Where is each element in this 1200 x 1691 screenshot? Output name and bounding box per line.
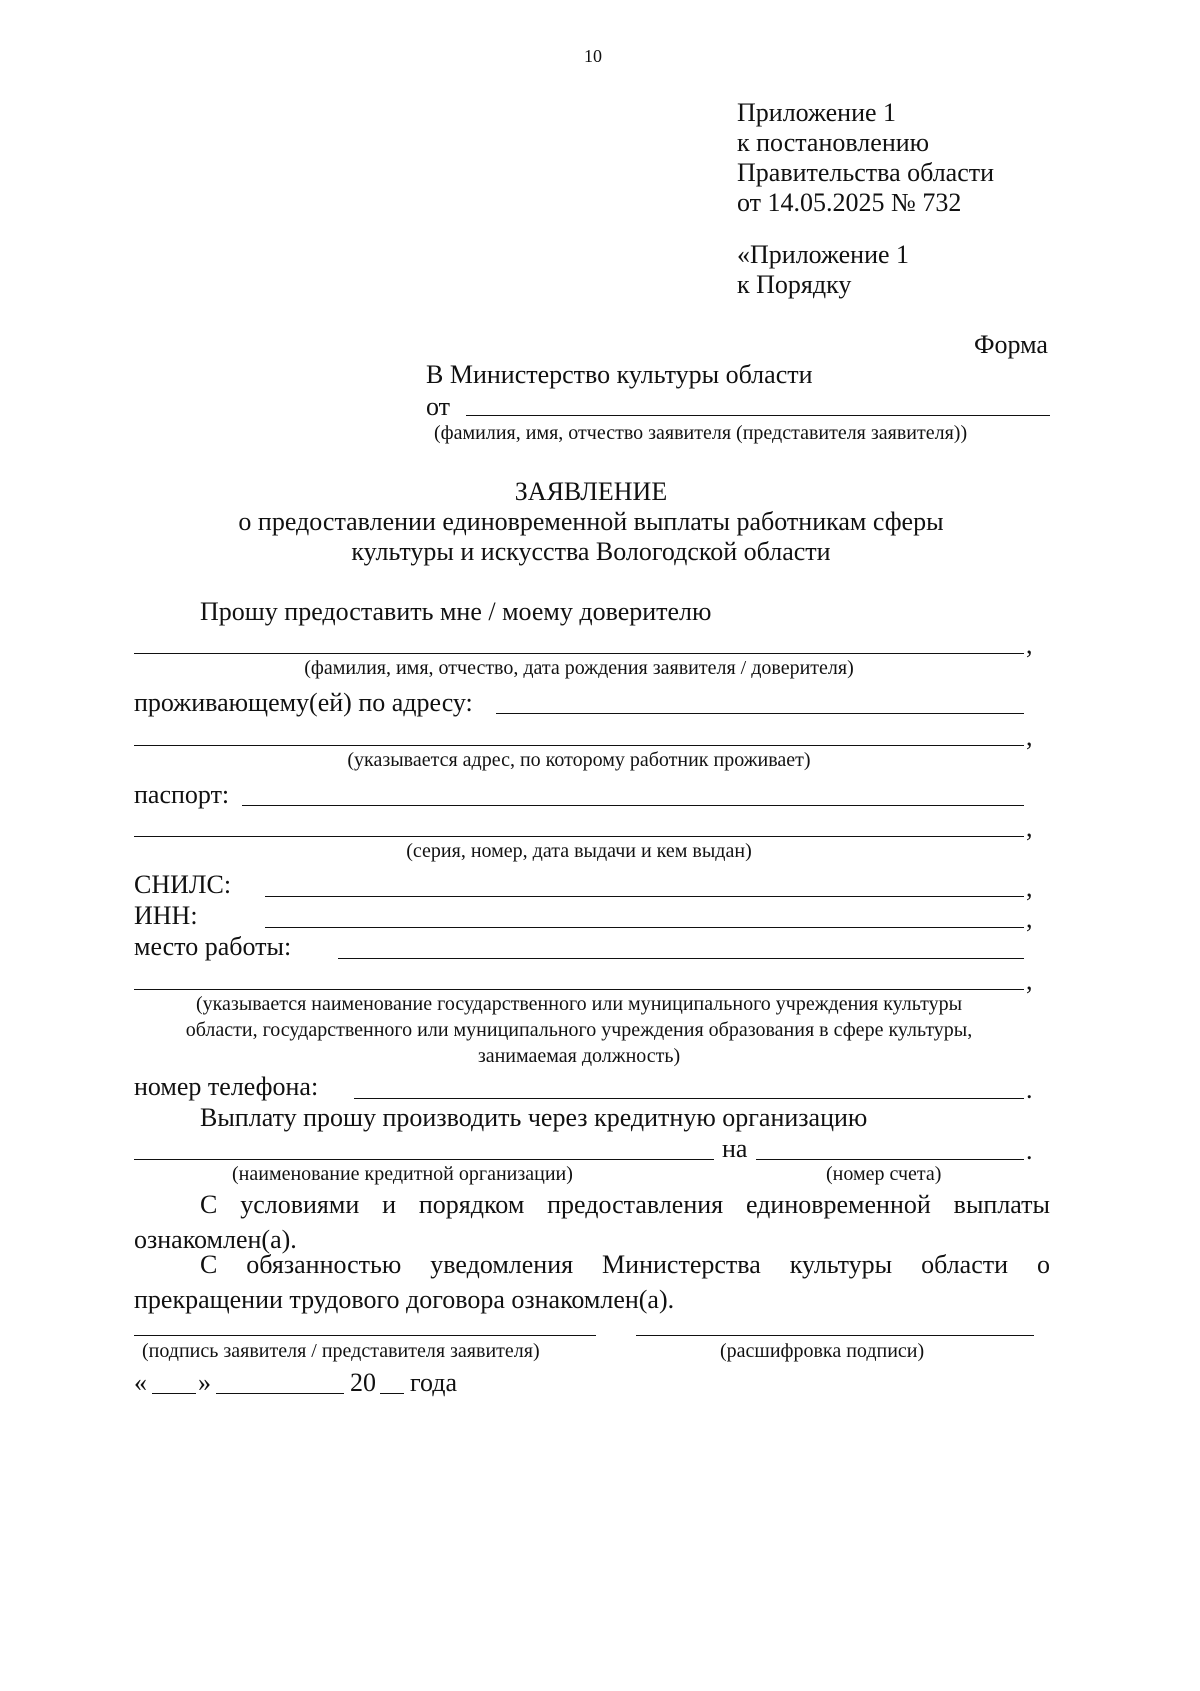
snils-line[interactable]	[265, 896, 1024, 897]
date-close-quote: »	[198, 1368, 211, 1397]
comma-1: ,	[1026, 630, 1033, 659]
work-hint-1: (указывается наименование государственного или муниципального учреждения культуры	[195, 993, 963, 1015]
document-subtitle-2: культуры и искусства Вологодской области	[351, 537, 831, 566]
account-number-line[interactable]	[756, 1159, 1024, 1160]
applicant-fullname-hint: (фамилия, имя, отчество, дата рождения заявителя / доверителя)	[304, 657, 854, 679]
comma-5: ,	[1026, 904, 1033, 933]
work-hint-3: занимаемая должность)	[477, 1045, 681, 1067]
work-hint-2: области, государственного или муниципального учреждения образования в сфере культуры,	[185, 1019, 973, 1041]
bank-name-line[interactable]	[134, 1159, 714, 1160]
work-line-2[interactable]	[134, 989, 1024, 990]
period-2: .	[1026, 1136, 1033, 1165]
form-label: Форма	[974, 330, 1048, 359]
signature-decode-line[interactable]	[636, 1335, 1034, 1336]
address-hint: (указывается адрес, по которому работник проживает)	[347, 749, 811, 771]
applicant-name-hint: (фамилия, имя, отчество заявителя (представителя заявителя))	[434, 422, 968, 444]
phone-line[interactable]	[354, 1098, 1024, 1099]
passport-label: паспорт:	[134, 780, 230, 809]
date-open-quote: «	[134, 1368, 147, 1397]
comma-6: ,	[1026, 966, 1033, 995]
signature-hint: (подпись заявителя / представителя заявителя)	[142, 1340, 540, 1362]
obligation-statement	[134, 1247, 1050, 1317]
phone-label: номер телефона:	[134, 1072, 319, 1101]
work-label: место работы:	[134, 932, 292, 961]
month-line[interactable]	[216, 1393, 344, 1394]
appendix-line-1: Приложение 1	[737, 98, 897, 127]
address-line-2[interactable]	[134, 745, 1024, 746]
on-word: на	[722, 1134, 748, 1163]
addressee-ministry: В Министерство культуры области	[426, 360, 813, 389]
request-intro: Прошу предоставить мне / моему доверителю	[200, 597, 712, 626]
passport-line-1[interactable]	[242, 805, 1024, 806]
applicant-fullname-line[interactable]	[134, 653, 1024, 654]
inn-line[interactable]	[265, 927, 1024, 928]
applicant-name-line[interactable]	[466, 415, 1050, 416]
year-line[interactable]	[380, 1393, 404, 1394]
page-number: 10	[584, 46, 602, 66]
document-subtitle-1: о предоставлении единовременной выплаты работникам сферы	[238, 507, 944, 536]
comma-2: ,	[1026, 722, 1033, 751]
payment-intro: Выплату прошу производить через кредитную организацию	[200, 1103, 868, 1132]
signature-line[interactable]	[134, 1335, 596, 1336]
document-title: ЗАЯВЛЕНИЕ	[514, 477, 668, 506]
account-number-hint: (номер счета)	[826, 1163, 942, 1185]
day-line[interactable]	[152, 1393, 196, 1394]
appendix-order-line-1: «Приложение 1	[737, 240, 910, 269]
address-label: проживающему(ей) по адресу:	[134, 688, 473, 717]
obligation-text: С обязанностью уведомления Министерства культуры области о прекращении трудового договора ознакомлен(а).	[134, 1250, 1050, 1314]
work-line-1[interactable]	[338, 958, 1024, 959]
addressee-from-label: от	[426, 392, 451, 421]
signature-decode-hint: (расшифровка подписи)	[720, 1340, 925, 1362]
address-line-1[interactable]	[496, 713, 1024, 714]
appendix-line-2: к постановлению	[737, 128, 930, 157]
inn-label: ИНН:	[134, 901, 198, 930]
passport-line-2[interactable]	[134, 836, 1024, 837]
conditions-text: С условиями и порядком предоставления единовременной выплаты ознакомлен(а).	[134, 1190, 1050, 1254]
period-1: .	[1026, 1075, 1033, 1104]
comma-4: ,	[1026, 873, 1033, 902]
snils-label: СНИЛС:	[134, 870, 232, 899]
year-suffix: года	[410, 1368, 458, 1397]
comma-3: ,	[1026, 813, 1033, 842]
appendix-order-line-2: к Порядку	[737, 270, 852, 299]
year-prefix: 20	[350, 1368, 376, 1397]
appendix-line-4: от 14.05.2025 № 732	[737, 188, 962, 217]
bank-name-hint: (наименование кредитной организации)	[232, 1163, 573, 1185]
appendix-line-3: Правительства области	[737, 158, 995, 187]
passport-hint: (серия, номер, дата выдачи и кем выдан)	[406, 840, 752, 862]
